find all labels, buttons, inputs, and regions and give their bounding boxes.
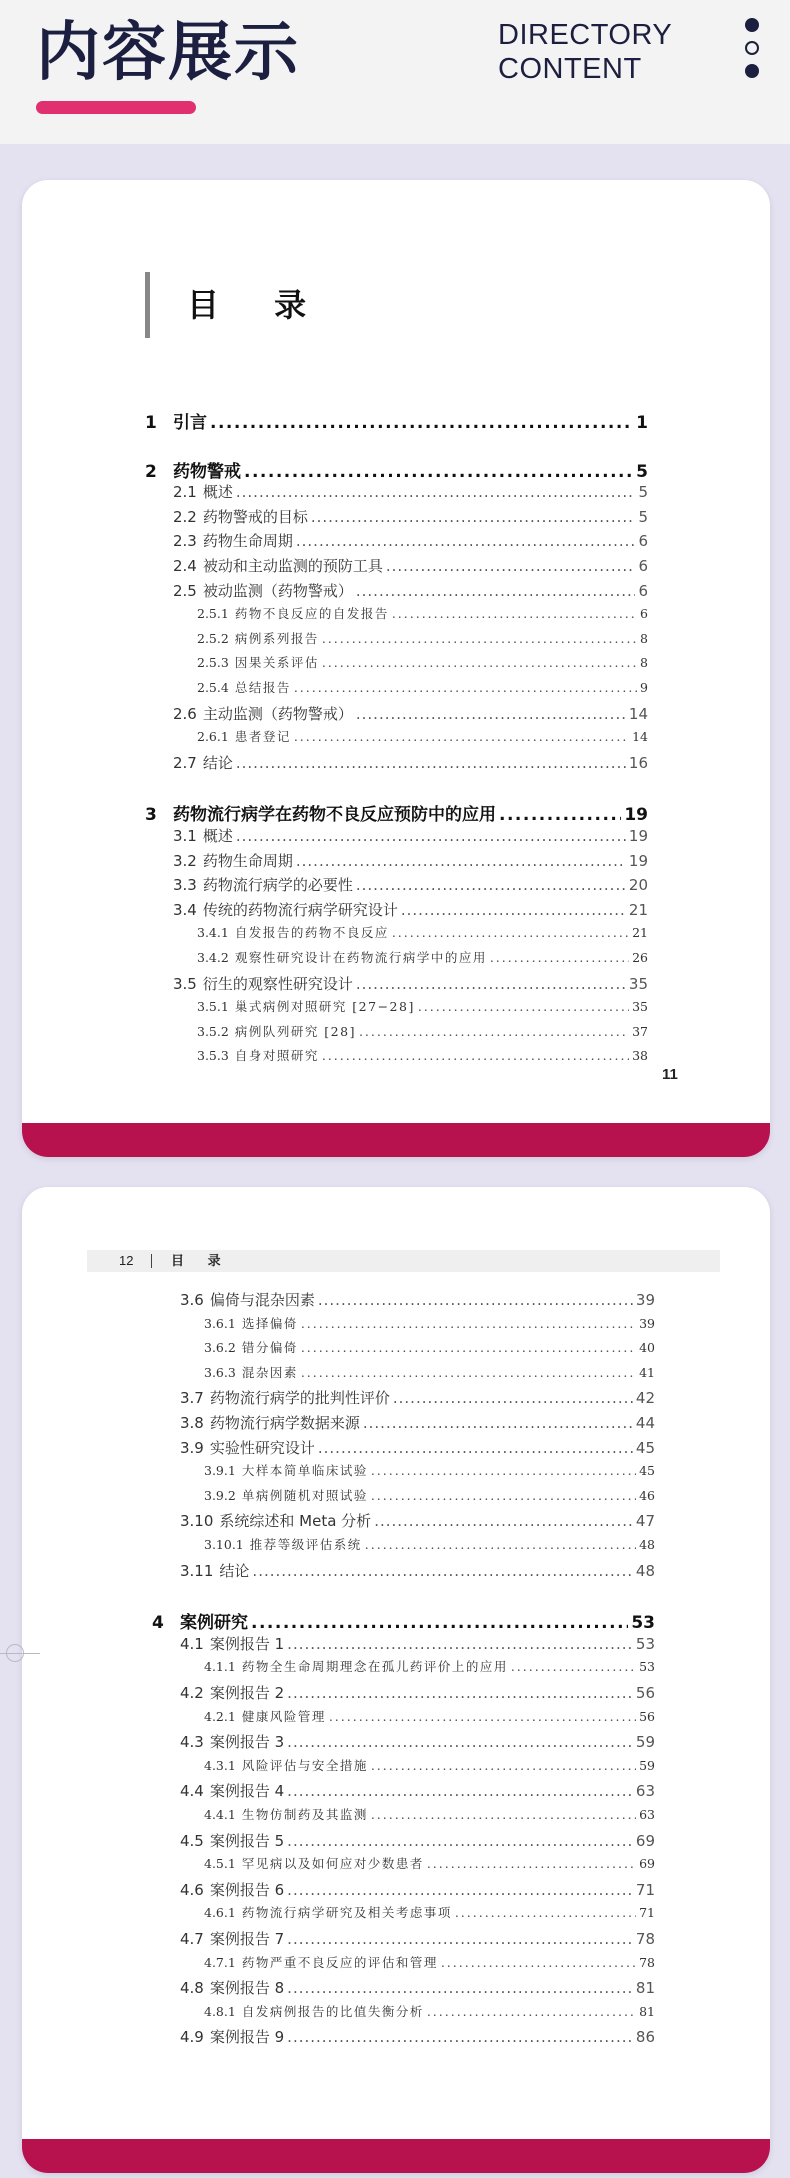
- toc-entry-page: 47: [635, 1512, 655, 1531]
- toc-entry-page: 1: [636, 413, 648, 432]
- toc-entry-page: 9: [640, 680, 648, 695]
- toc-entry-number: 4.7.1: [204, 1954, 236, 1970]
- toc-entry-page: 56: [639, 1708, 655, 1724]
- toc-entry-title: 药物警戒的目标: [202, 507, 308, 526]
- toc-entry[interactable]: [197, 629, 648, 653]
- dot-leader: [401, 901, 626, 919]
- toc-entry-number: 3.9: [180, 1438, 204, 1457]
- subtitle-line-2: CONTENT: [498, 53, 642, 85]
- toc-entry-page: 45: [635, 1438, 655, 1457]
- subtitle-line-1: DIRECTORY: [498, 19, 673, 51]
- toc-entry-page: 45: [639, 1463, 655, 1479]
- toc-entry-title: 偏倚与混杂因素: [209, 1291, 315, 1309]
- dot-leader: [244, 462, 633, 481]
- toc-entry-title: 药物生命周期: [202, 851, 293, 870]
- toc-entry-number: 3.4.1: [197, 925, 229, 941]
- toc-entry[interactable]: [204, 1953, 655, 1977]
- dot-leader: [427, 2004, 636, 2019]
- toc-entry-number: 3: [145, 805, 157, 825]
- toc-entry-number: 2.5: [173, 581, 197, 600]
- toc-entry[interactable]: [180, 1682, 655, 1706]
- toc-entry-title: 传统的药物流行病学研究设计: [202, 900, 398, 919]
- toc-entry-page: 53: [639, 1659, 655, 1675]
- toc-entry-page: 5: [636, 461, 648, 481]
- dot-leader: [371, 1463, 636, 1478]
- toc-entry-page: 78: [639, 1954, 655, 1970]
- toc-entry-number: 3.9.2: [204, 1487, 236, 1503]
- toc-entry-page: 78: [635, 1930, 655, 1948]
- toc-entry-title: 案例报告 5: [209, 1831, 285, 1850]
- toc-entry-page: 63: [639, 1807, 655, 1822]
- toc-entry-number: 3.10: [180, 1512, 214, 1531]
- toc-entry-number: 4.2.1: [204, 1708, 236, 1724]
- toc-entry-page: 53: [631, 1613, 655, 1633]
- dot-leader: [236, 754, 626, 772]
- toc-entry-number: 4.5.1: [204, 1856, 236, 1872]
- dot-leader: [287, 1979, 633, 1997]
- toc-entry[interactable]: [180, 1780, 655, 1804]
- toc-entry[interactable]: [197, 948, 648, 972]
- dot-leader: [294, 729, 629, 744]
- dot-leader: [210, 413, 633, 432]
- dot-leader: [318, 1291, 633, 1309]
- toc-entry[interactable]: [180, 1633, 655, 1657]
- toc-entry-number: 3.11: [180, 1561, 214, 1580]
- toc-entry-number: 2.6.1: [197, 729, 229, 745]
- toc-entry-page: 48: [639, 1537, 655, 1552]
- toc-entry-number: 4.5: [180, 1831, 204, 1850]
- running-header: [87, 1250, 720, 1272]
- running-divider: [151, 1254, 152, 1268]
- toc-entry-page: 59: [635, 1733, 655, 1752]
- toc-entry[interactable]: [180, 1437, 655, 1461]
- toc-entry[interactable]: [180, 2026, 655, 2050]
- dot-leader: [511, 1659, 636, 1674]
- toc-entry-title: 因果关系评估: [234, 655, 319, 671]
- dot-leader: [236, 827, 626, 845]
- toc-entry-number: 3.5: [173, 974, 197, 993]
- toc-entry[interactable]: [145, 408, 648, 432]
- toc-entry-page: 71: [635, 1880, 655, 1899]
- toc-entry-title: 药物严重不良反应的评估和管理: [241, 1954, 438, 1970]
- toc-entry-page: 40: [639, 1340, 655, 1356]
- toc-entry-number: 4.8: [180, 1979, 204, 1998]
- toc-entry-number: 4.4: [180, 1782, 204, 1801]
- dot-leader: [374, 1512, 633, 1530]
- dot-leader: [418, 999, 629, 1014]
- dot-leader: [322, 1048, 629, 1063]
- toc-entry[interactable]: [197, 604, 648, 628]
- toc-entry-number: 3.6.3: [204, 1364, 236, 1380]
- running-page-number: 12: [119, 1253, 134, 1268]
- toc-entry-page: 5: [638, 507, 648, 526]
- toc-entry-title: 案例报告 8: [209, 1979, 285, 1998]
- toc-entry[interactable]: [197, 923, 648, 947]
- toc-entry-page: 35: [628, 974, 648, 993]
- dot-leader: [287, 1782, 633, 1800]
- toc-entry[interactable]: [180, 1731, 655, 1755]
- toc-entry[interactable]: [180, 1977, 655, 2001]
- toc-entry-title: 药物流行病学的批判性评价: [209, 1389, 390, 1408]
- dot-leader: [441, 1955, 636, 1970]
- toc-entry[interactable]: [173, 850, 648, 874]
- toc-entry-title: 药物全生命周期理念在孤儿药评价上的应用: [241, 1659, 508, 1675]
- dot-leader: [296, 852, 626, 870]
- dot-leader: [356, 876, 626, 894]
- toc-entry-page: 6: [638, 581, 648, 600]
- toc-entry-title: 健康风险管理: [241, 1708, 326, 1724]
- toc-entry-page: 71: [639, 1905, 655, 1921]
- dot-leader: [301, 1340, 636, 1355]
- toc-entry-number: 3.7: [180, 1389, 204, 1408]
- toc-entry-page: 86: [635, 2028, 655, 2047]
- toc-entry-page: 37: [632, 1023, 648, 1039]
- card-footer-band: [22, 1123, 770, 1157]
- toc-entry[interactable]: [204, 1903, 655, 1927]
- toc-entry-number: 4.3: [180, 1733, 204, 1752]
- page-number: 11: [662, 1066, 678, 1083]
- dot-leader: [287, 1881, 633, 1899]
- toc-entry-page: 8: [640, 630, 648, 646]
- toc-entry-number: 3.9.1: [204, 1463, 236, 1479]
- toc-entry-title: 病例系列报告: [234, 630, 319, 646]
- toc-entry[interactable]: [180, 1928, 655, 1952]
- toc-entry-title: 患者登记: [234, 729, 291, 745]
- toc-entry-page: 6: [638, 532, 648, 551]
- toc-entry-title: 总结报告: [234, 680, 291, 695]
- toc-entry-number: 3.5.2: [197, 1023, 229, 1039]
- toc-entry[interactable]: [173, 506, 648, 530]
- toc-entry-title: 大样本简单临床试验: [241, 1463, 368, 1479]
- toc-entry-title: 药物不良反应的自发报告: [234, 606, 389, 622]
- toc-entry-title: 概述: [202, 483, 233, 502]
- toc-entry-number: 2.5.4: [197, 680, 229, 695]
- toc-entry[interactable]: [173, 530, 648, 554]
- toc-entry-title: 案例报告 6: [209, 1880, 285, 1899]
- toc-entry-number: 4.1: [180, 1634, 204, 1653]
- dot-leader: [296, 532, 636, 550]
- toc-entry[interactable]: [180, 1560, 655, 1584]
- dot-leader: [287, 1832, 633, 1850]
- toc-entry-title: 病例队列研究 [28]: [234, 1023, 356, 1039]
- toc-entry[interactable]: [197, 1046, 648, 1070]
- toc-page-card-1: [22, 180, 770, 1157]
- toc-entry-page: 35: [632, 999, 648, 1015]
- toc-entry-title: 风险评估与安全措施: [241, 1757, 368, 1773]
- toc-entry-title: 概述: [202, 827, 233, 845]
- dot-leader: [356, 582, 636, 600]
- dot-leader: [356, 975, 626, 993]
- toc-entry[interactable]: [197, 727, 648, 751]
- toc-entry-number: 3.4.2: [197, 950, 229, 965]
- toc-entry-number: 3.3: [173, 876, 197, 895]
- toc-entry-number: 2.1: [173, 483, 197, 502]
- toc-entry[interactable]: [204, 1486, 655, 1510]
- toc-entry-title: 被动和主动监测的预防工具: [202, 557, 383, 575]
- toc-entry-number: 3.5.3: [197, 1048, 229, 1064]
- toc-entry-title: 药物流行病学在药物不良反应预防中的应用: [173, 805, 496, 825]
- toc-entry[interactable]: [180, 1412, 655, 1436]
- toc-entry-number: 4.8.1: [204, 2003, 236, 2019]
- dot-leader: [392, 606, 637, 621]
- toc-entry-title: 巢式病例对照研究 [27−28]: [234, 999, 415, 1015]
- dot-leader: [252, 1562, 632, 1580]
- dot-leader: [392, 925, 629, 940]
- toc-entry[interactable]: [173, 703, 648, 727]
- toc-entry-page: 38: [632, 1048, 648, 1064]
- toc-entry[interactable]: [180, 1387, 655, 1411]
- toc-entry[interactable]: [173, 825, 648, 849]
- toc-entry-title: 案例报告 7: [209, 1930, 285, 1948]
- dot-leader: [301, 1316, 636, 1331]
- dot-leader: [287, 1930, 633, 1948]
- dot-leader: [294, 680, 637, 695]
- toc-entry[interactable]: [204, 1756, 655, 1780]
- toc-entry-title: 结论: [202, 753, 233, 772]
- toc-entry[interactable]: [152, 1608, 655, 1632]
- dot-leader: [322, 655, 637, 670]
- toc-entry-number: 4.1.1: [204, 1659, 236, 1675]
- toc-entry-page: 6: [638, 557, 648, 575]
- toc-entry[interactable]: [173, 752, 648, 776]
- title-underline: [36, 101, 196, 114]
- toc-entry-title: 案例报告 3: [209, 1733, 285, 1752]
- toc-entry-title: 观察性研究设计在药物流行病学中的应用: [234, 950, 487, 965]
- toc-entry-title: 案例研究: [180, 1613, 248, 1633]
- dot-leader: [329, 1709, 636, 1724]
- header-subtitle: [498, 18, 672, 86]
- toc-entry[interactable]: [173, 899, 648, 923]
- toc-entry-number: 4.2: [180, 1684, 204, 1702]
- toc-entry[interactable]: [180, 1879, 655, 1903]
- dot-leader: [365, 1537, 636, 1552]
- toc-entry-title: 选择偏倚: [241, 1315, 298, 1331]
- dot-leader: [236, 483, 636, 501]
- toc-entry-title: 罕见病以及如何应对少数患者: [241, 1856, 424, 1872]
- toc-entry-number: 4.7: [180, 1930, 204, 1948]
- toc-entry[interactable]: [197, 997, 648, 1021]
- running-title: 目 录: [171, 1253, 231, 1268]
- toc-entry-number: 4.6.1: [204, 1905, 236, 1921]
- toc-entry-title: 生物仿制药及其监测: [241, 1807, 368, 1822]
- toc-entry-number: 2.4: [173, 557, 197, 575]
- toc-entry[interactable]: [145, 457, 648, 481]
- toc-entry[interactable]: [173, 874, 648, 898]
- toc-entry[interactable]: [204, 1338, 655, 1362]
- toc-entry-title: 系统综述和 Meta 分析: [219, 1512, 372, 1531]
- toc-entry-page: 14: [628, 704, 648, 723]
- toc-entry-page: 81: [635, 1979, 655, 1998]
- toc-entry[interactable]: [204, 1707, 655, 1731]
- dot-leader: [371, 1807, 636, 1822]
- toc-entry[interactable]: [204, 1314, 655, 1338]
- dot-leader: [287, 1635, 633, 1653]
- toc-entry-title: 案例报告 4: [209, 1782, 285, 1801]
- toc-entry-number: 2.2: [173, 507, 197, 526]
- toc-entry-number: 4.9: [180, 2028, 204, 2047]
- toc-entry-page: 20: [628, 876, 648, 895]
- toc-entry-title: 实验性研究设计: [209, 1438, 315, 1457]
- toc-entry-number: 1: [145, 413, 157, 432]
- toc-entry-page: 19: [628, 827, 648, 845]
- toc-entry[interactable]: [173, 580, 648, 604]
- toc-entry[interactable]: [180, 1510, 655, 1534]
- toc-entry-number: 3.6.2: [204, 1340, 236, 1356]
- dot-leader: [455, 1905, 636, 1920]
- toc-entry-title: 自身对照研究: [234, 1048, 319, 1064]
- toc-entry[interactable]: [204, 1535, 655, 1559]
- toc-entry-title: 衍生的观察性研究设计: [202, 974, 353, 993]
- toc-entry-number: 3.10.1: [204, 1537, 244, 1552]
- toc-entry-number: 3.6: [180, 1291, 204, 1309]
- toc-entry[interactable]: [197, 1022, 648, 1046]
- card-footer-band: [22, 2139, 770, 2173]
- toc-entry-number: 3.8: [180, 1414, 204, 1432]
- toc-entry[interactable]: [204, 2002, 655, 2026]
- toc-entry-number: 2.5.1: [197, 606, 229, 622]
- toc-heading: 目 录: [187, 286, 329, 324]
- toc-entry[interactable]: [204, 1363, 655, 1387]
- toc-entry-number: 2.5.3: [197, 655, 229, 671]
- toc-entry-number: 3.2: [173, 851, 197, 870]
- dot-leader: [427, 1856, 636, 1871]
- toc-entry-title: 推荐等级评估系统: [249, 1537, 362, 1552]
- dot-icon: [745, 64, 759, 78]
- toc-entry-title: 被动监测（药物警戒）: [202, 581, 353, 600]
- toc-entry-title: 案例报告 9: [209, 2028, 285, 2047]
- dot-leader: [287, 1733, 633, 1751]
- toc-entry[interactable]: [197, 653, 648, 677]
- heading-bar: [145, 272, 150, 338]
- toc-entry-number: 2.5.2: [197, 630, 229, 646]
- toc-entry-title: 错分偏倚: [241, 1340, 298, 1356]
- toc-entry-title: 案例报告 2: [209, 1684, 285, 1702]
- dot-leader: [301, 1365, 636, 1380]
- toc-entry-page: 59: [639, 1757, 655, 1773]
- toc-entry-title: 药物流行病学数据来源: [209, 1414, 360, 1432]
- toc-entry-title: 自发报告的药物不良反应: [234, 925, 389, 941]
- toc-entry-page: 14: [632, 729, 648, 745]
- toc-entry[interactable]: [204, 1854, 655, 1878]
- toc-entry-page: 19: [628, 851, 648, 870]
- dot-leader: [287, 2028, 633, 2046]
- dot-leader: [311, 508, 636, 526]
- toc-entry[interactable]: [204, 1657, 655, 1681]
- toc-entry-page: 39: [639, 1315, 655, 1331]
- toc-entry-page: 21: [628, 900, 648, 919]
- toc-entry-page: 6: [640, 606, 648, 622]
- dot-leader: [371, 1488, 636, 1503]
- page-title: 内容展示: [36, 16, 300, 90]
- toc-entry-number: 4.3.1: [204, 1757, 236, 1773]
- toc-entry-title: 药物流行病学的必要性: [202, 876, 353, 895]
- toc-entry-page: 44: [635, 1414, 655, 1432]
- toc-entry-page: 48: [635, 1561, 655, 1580]
- crop-mark-circle: [6, 1644, 24, 1662]
- toc-entry-page: 21: [632, 925, 648, 941]
- dots-menu-icon[interactable]: [745, 18, 759, 87]
- toc-entry-page: 5: [638, 483, 648, 502]
- toc-entry-number: 3.5.1: [197, 999, 229, 1015]
- toc-entry-title: 自发病例报告的比值失衡分析: [241, 2003, 424, 2019]
- toc-entry-page: 53: [635, 1634, 655, 1653]
- toc-entry-title: 药物警戒: [173, 461, 241, 481]
- toc-entry[interactable]: [204, 1461, 655, 1485]
- toc-entry-page: 39: [635, 1291, 655, 1309]
- toc-entry-number: 2.3: [173, 532, 197, 551]
- toc-entry-title: 主动监测（药物警戒）: [202, 704, 353, 723]
- toc-entry-number: 4: [152, 1613, 164, 1633]
- dot-leader: [386, 557, 636, 575]
- dot-leader: [359, 1024, 629, 1039]
- toc-entry-title: 药物流行病学研究及相关考虑事项: [241, 1905, 452, 1921]
- toc-entry-number: 3.1: [173, 827, 197, 845]
- dot-hollow-icon: [745, 41, 759, 55]
- toc-entry-page: 69: [635, 1831, 655, 1850]
- toc-entry-number: 2: [145, 461, 157, 481]
- dot-leader: [251, 1613, 628, 1632]
- toc-entry-page: 81: [639, 2003, 655, 2019]
- toc-entry[interactable]: [180, 1830, 655, 1854]
- dot-leader: [393, 1389, 633, 1407]
- toc-entry-page: 16: [628, 753, 648, 772]
- toc-entry[interactable]: [173, 481, 648, 505]
- toc-entry-number: 3.4: [173, 900, 197, 919]
- toc-entry[interactable]: [173, 973, 648, 997]
- toc-entry-title: 引言: [173, 413, 207, 432]
- dot-icon: [745, 18, 759, 32]
- dot-leader: [490, 950, 629, 965]
- toc-entry-number: 2.6: [173, 704, 197, 723]
- toc-entry-number: 3.6.1: [204, 1315, 236, 1331]
- toc-entry-title: 单病例随机对照试验: [241, 1487, 368, 1503]
- dot-leader: [287, 1684, 633, 1702]
- toc-entry-page: 46: [639, 1487, 655, 1503]
- toc-entry-number: 4.4.1: [204, 1807, 236, 1822]
- toc-entry-page: 19: [624, 805, 648, 825]
- toc-entry[interactable]: [180, 1289, 655, 1313]
- toc-entry-page: 8: [640, 655, 648, 671]
- toc-entry[interactable]: [197, 678, 648, 702]
- toc-entry[interactable]: [173, 555, 648, 579]
- toc-entry-page: 42: [635, 1389, 655, 1408]
- toc-page-card-2: [22, 1187, 770, 2173]
- toc-entry[interactable]: [204, 1805, 655, 1829]
- toc-entry-page: 63: [635, 1782, 655, 1801]
- dot-leader: [371, 1758, 636, 1773]
- toc-entry-page: 26: [632, 950, 648, 965]
- toc-entry-number: 4.6: [180, 1880, 204, 1899]
- toc-entry-page: 41: [639, 1364, 655, 1380]
- toc-entry[interactable]: [145, 800, 648, 824]
- toc-entry-title: 结论: [219, 1561, 250, 1580]
- dot-leader: [356, 705, 626, 723]
- dot-leader: [499, 805, 621, 824]
- page-header: [0, 0, 790, 144]
- toc-entry-number: 2.7: [173, 753, 197, 772]
- dot-leader: [318, 1439, 633, 1457]
- toc-entry-page: 69: [639, 1856, 655, 1872]
- toc-entry-title: 混杂因素: [241, 1364, 298, 1380]
- toc-entry-title: 案例报告 1: [209, 1634, 285, 1653]
- toc-entry-page: 56: [635, 1684, 655, 1702]
- dot-leader: [363, 1414, 633, 1432]
- toc-entry-title: 药物生命周期: [202, 532, 293, 551]
- dot-leader: [322, 631, 637, 646]
